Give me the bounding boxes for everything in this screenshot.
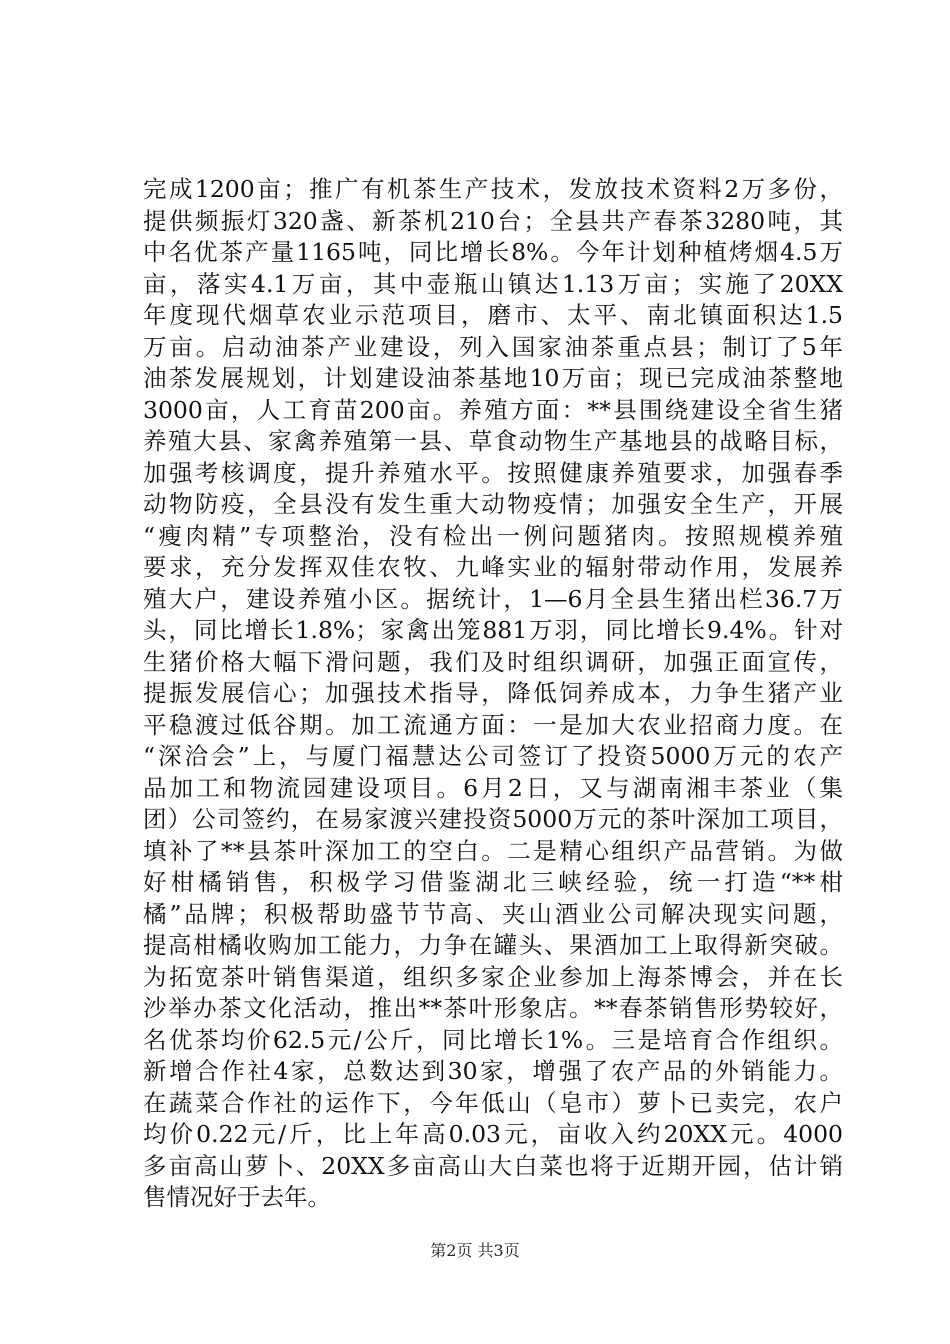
text-line: 加强考核调度，提升养殖水平。按照健康养殖要求，加强春季 — [143, 458, 843, 487]
text-line: 完成1200亩；推广有机茶生产技术，发放技术资料2万多份， — [143, 175, 843, 203]
text-line: 油茶发展规划，计划建设油茶基地10万亩；现已完成油茶整地 — [143, 364, 843, 392]
text-line: 新增合作社4家，总数达到30家，增强了农产品的外销能力。 — [143, 1057, 843, 1085]
text-line: 均价0.22元/斤，比上年高0.03元，亩收入约20XX元。4000 — [143, 1120, 843, 1148]
text-line: 养殖大县、家禽养殖第一县、草食动物生产基地县的战略目标， — [143, 427, 843, 455]
text-line: 要求，充分发挥双佳农牧、九峰实业的辐射带动作用，发展养 — [143, 553, 843, 581]
page-footer — [0, 1240, 950, 1262]
text-line: 橘”品牌；积极帮助盛节节高、夹山酒业公司解决现实问题， — [143, 899, 843, 928]
page-number: 第2页 共3页 — [430, 1241, 520, 1260]
text-line: 品加工和物流园建设项目。6月2日，又与湖南湘丰茶业（集 — [143, 773, 843, 802]
text-line: “深洽会”上，与厦门福慧达公司签订了投资5000万元的农产 — [143, 742, 843, 770]
text-line: 名优茶均价62.5元/公斤，同比增长1%。三是培育合作组织。 — [143, 1025, 843, 1054]
text-line: 提高柑橘收购加工能力，力争在罐头、果酒加工上取得新突破。 — [143, 931, 843, 959]
text-line: 动物防疫，全县没有发生重大动物疫情；加强安全生产，开展 — [143, 490, 843, 518]
text-line: 好柑橘销售，积极学习借鉴湖北三峡经验，统一打造“**柑 — [143, 868, 843, 896]
text-line: 万亩。启动油茶产业建设，列入国家油茶重点县；制订了5年 — [143, 332, 843, 361]
text-line: 多亩高山萝卜、20XX多亩高山大白菜也将于近期开园，估计销 — [143, 1151, 843, 1180]
text-line: 3000亩，人工育苗200亩。养殖方面：**县围绕建设全省生猪 — [143, 395, 843, 424]
text-line: 头，同比增长1.8%；家禽出笼881万羽，同比增长9.4%。针对 — [143, 616, 843, 644]
text-line: 团）公司签约，在易家渡兴建投资5000万元的茶叶深加工项目， — [143, 805, 843, 833]
text-line: 为拓宽茶叶销售渠道，组织多家企业参加上海茶博会，并在长 — [143, 962, 843, 991]
text-line: 在蔬菜合作社的运作下，今年低山（皂市）萝卜已卖完，农户 — [143, 1088, 843, 1117]
text-line: 生猪价格大幅下滑问题，我们及时组织调研，加强正面宣传， — [143, 647, 843, 676]
text-line: 沙举办茶文化活动，推出**茶叶形象店。**春茶销售形势较好， — [143, 994, 843, 1022]
text-line: 售情况好于去年。 — [143, 1183, 331, 1211]
text-line: 提供频振灯320盏、新茶机210台；全县共产春茶3280吨，其 — [143, 206, 843, 235]
text-line: 亩，落实4.1万亩，其中壶瓶山镇达1.13万亩；实施了20XX — [143, 269, 843, 298]
body-paragraph — [143, 174, 843, 1214]
text-line: 平稳渡过低谷期。加工流通方面：一是加大农业招商力度。在 — [143, 710, 843, 739]
text-line: 提振发展信心；加强技术指导，降低饲养成本，力争生猪产业 — [143, 679, 843, 707]
text-line: 中名优茶产量1165吨，同比增长8%。今年计划种植烤烟4.5万 — [143, 238, 843, 266]
text-line: 填补了**县茶叶深加工的空白。二是精心组织产品营销。为做 — [143, 836, 843, 865]
text-line: “瘦肉精”专项整治，没有检出一例问题猪肉。按照规模养殖 — [143, 521, 843, 550]
text-line: 年度现代烟草农业示范项目，磨市、太平、南北镇面积达1.5 — [143, 301, 843, 329]
text-line: 殖大户，建设养殖小区。据统计，1—6月全县生猪出栏36.7万 — [143, 584, 843, 613]
